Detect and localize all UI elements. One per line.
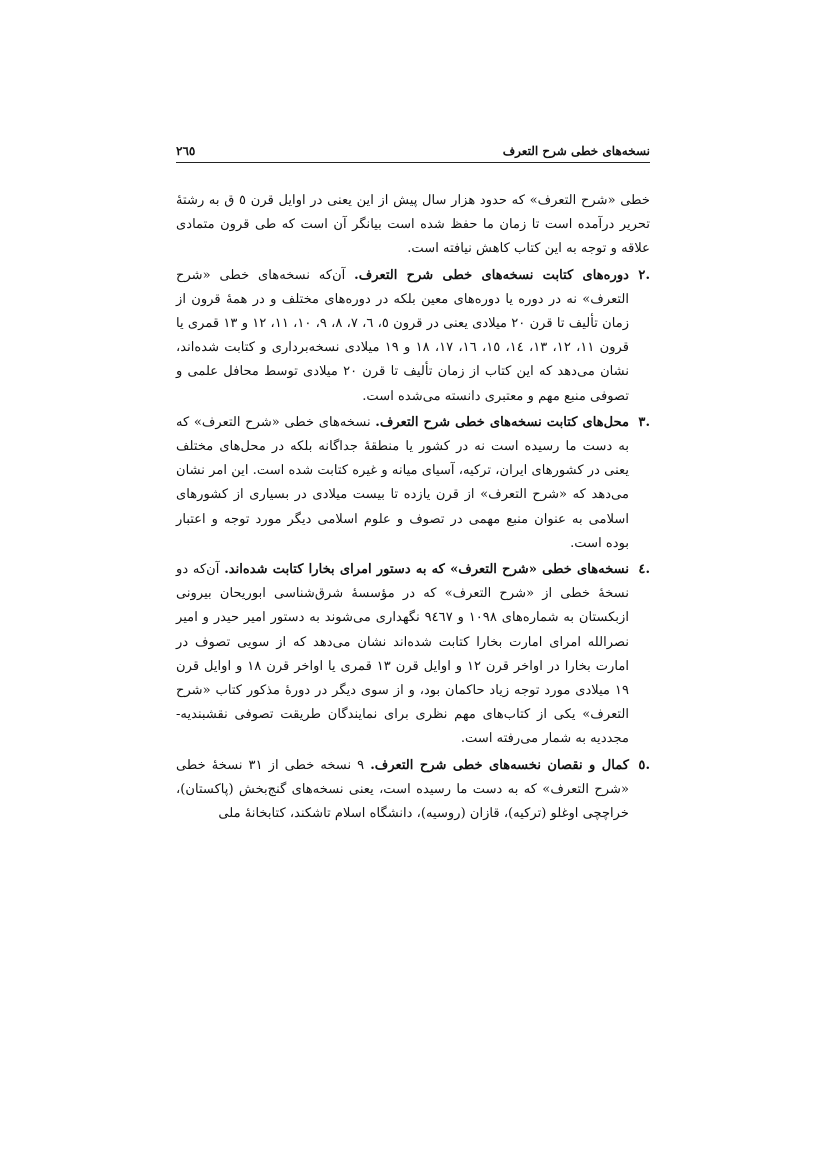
intro-paragraph: خطی «شرح التعرف» که حدود هزار سال پیش از این یعنی در اوایل قرن ٥ ق به رشتهٔ تحریر درآمده است تا زمان ما حفظ شده است بیانگر آن است که طی قرون متمادی علاقه و توجه به این کتاب کاهش نیافته است. bbox=[176, 193, 650, 257]
list-item bbox=[176, 411, 650, 556]
list-item-heading: محل‌های کتابت نسخه‌های خطی شرح التعرف. bbox=[375, 414, 629, 430]
list-item-number: .٢ bbox=[638, 267, 650, 283]
list-item bbox=[176, 264, 650, 409]
list-item-number: .٤ bbox=[638, 562, 650, 578]
running-head bbox=[176, 140, 650, 163]
book-page bbox=[176, 140, 650, 826]
list-item-heading: نسخه‌های خطی «شرح التعرف» که به دستور امرای بخارا کتابت شده‌اند. bbox=[224, 562, 629, 578]
list-item-text: ٩ نسخه خطی از ٣١ نسخهٔ خطی «شرح التعرف» که به دست ما رسیده است، یعنی نسخه‌های گنج‌بخش (پاکستان)، خراچچی اوغلو (ترکیه)، قازان (روسیه)، دانشگاه اسلام تاشکند، کتابخانهٔ ملی bbox=[176, 757, 629, 822]
list-item-text: آن‌که دو نسخهٔ خطی از «شرح التعرف» که در مؤسسهٔ شرق‌شناسی ابوریحان بیرونی ازبکستان به شماره‌های ١٠٩٨ و ٩٤٦٧ نگهداری می‌شوند به دستور امیر حیدر و امیر نصرالله امرای امارت بخارا کتابت شده‌اند نشان می‌دهد که از سویی تصوف در امارت بخارا در اواخر قرن ١٢ و اوایل قرن ١٣ قمری یا اواخر قرن ١٨ و اوایل قرن ١٩ میلادی مورد توجه زیاد حاکمان بود، و از سوی دیگر در دورهٔ مذکور کتاب «شرح التعرف» یکی از کتاب‌های مهم نظری برای نمایندگان طریقت تصوفی نقشبندیه-مجددیه به شمار می‌رفته است. bbox=[176, 562, 629, 747]
running-title: نسخه‌های خطی شرح التعرف bbox=[502, 144, 650, 158]
list-item bbox=[176, 558, 650, 752]
list-item-number: .٣ bbox=[638, 414, 650, 430]
list-item-number: .٥ bbox=[638, 757, 650, 773]
page-body bbox=[176, 189, 650, 826]
page-number: ٢٦٥ bbox=[176, 144, 196, 158]
list-item-text: نسخه‌های خطی «شرح التعرف» که به دست ما رسیده است نه در کشور یا منطقهٔ جداگانه بلکه در محل‌های مختلف یعنی در کشورهای ایران، ترکیه، آسیای میانه و غیره کتابت شده است. این امر نشان می‌دهد که «شرح التعرف» از قرن یازده تا بیست میلادی در بسیاری از کشورهای اسلامی به عنوان منبع مهمی در تصوف و علوم اسلامی دیگر مورد توجه و اعتبار بوده است. bbox=[176, 414, 629, 551]
list-item-heading: دوره‌های کتابت نسخه‌های خطی شرح التعرف. bbox=[354, 267, 629, 283]
list-item-heading: کمال و نقصان نخسه‌های خطی شرح التعرف. bbox=[370, 757, 630, 773]
list-item-text: آن‌که نسخه‌های خطی «شرح التعرف» نه در دوره یا دوره‌های معین بلکه در دوره‌های مختلف و در همهٔ قرون از زمان تألیف تا قرن ٢٠ میلادی یعنی در قرون ٥، ٦، ٧، ٨، ٩، ١٠، ١١، ١٢ و ١٣ قمری یا قرون ١١، ١٢، ١٣، ١٤، ١٥، ١٦، ١٧، ١٨ و ١٩ میلادی نسخه‌برداری و کتابت شده‌اند، نشان می‌دهد که این کتاب از زمان تألیف تا قرن ٢٠ میلادی توسط محافل علمی و تصوفی منبع مهم و معتبری دانسته می‌شده است. bbox=[176, 267, 630, 404]
list-item bbox=[176, 754, 650, 827]
